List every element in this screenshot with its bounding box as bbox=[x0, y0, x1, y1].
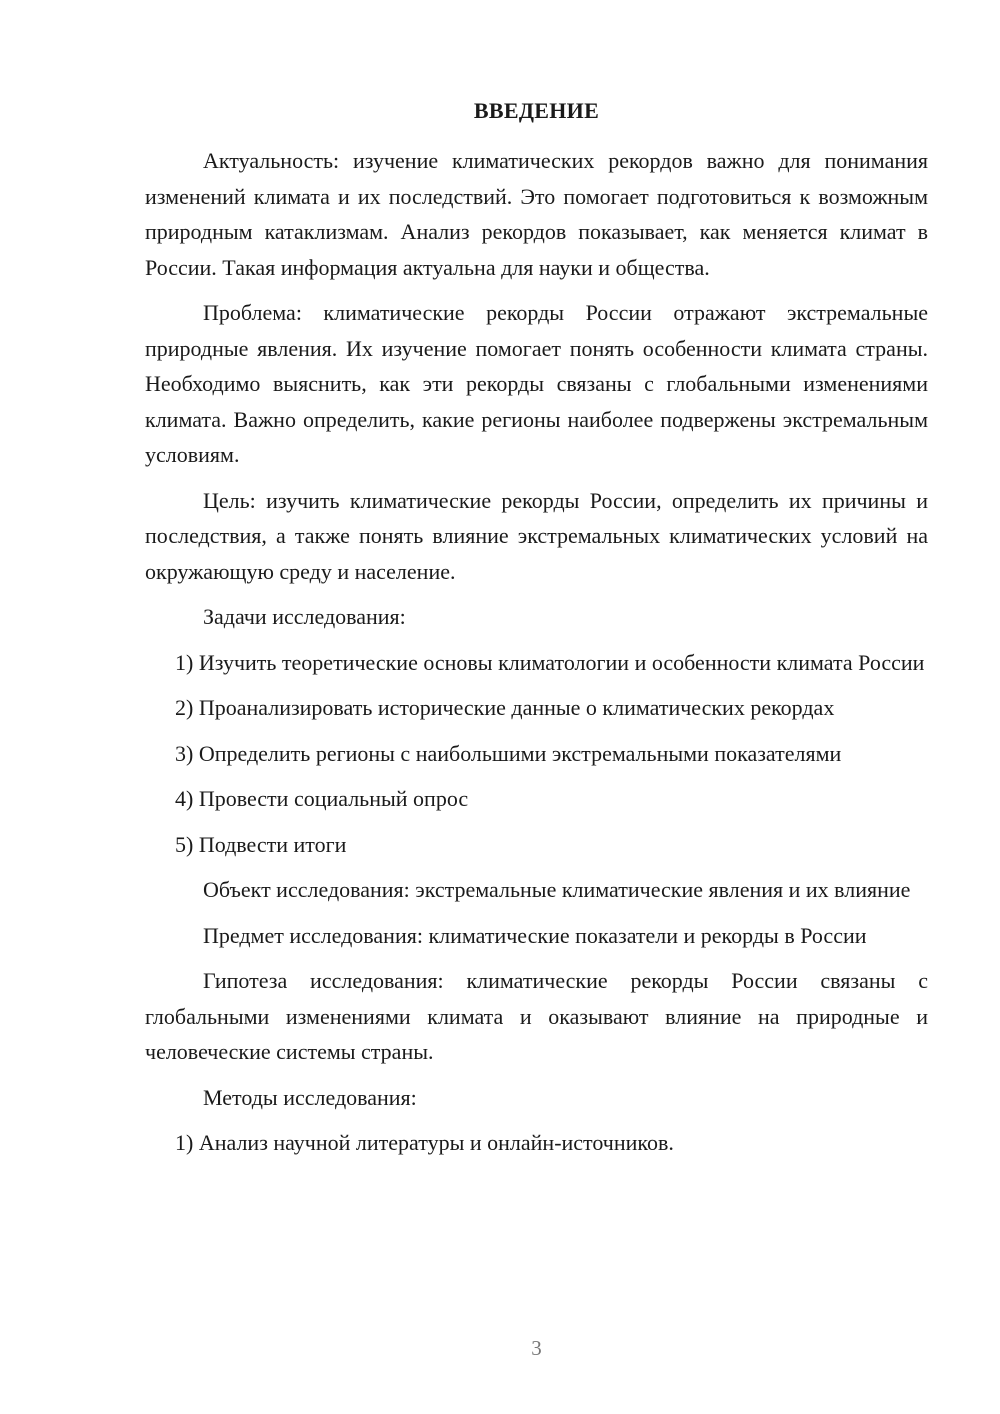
methods-title: Методы исследования: bbox=[203, 1084, 417, 1110]
task-item-1: 1) Изучить теоретические основы климатологии и особенности климата России bbox=[175, 649, 925, 675]
page-number: 3 bbox=[531, 1336, 542, 1360]
object-paragraph: Объект исследования: экстремальные климатические явления и их влияние bbox=[203, 877, 911, 902]
task-item-3: 3) Определить регионы с наибольшими экстремальными показателями bbox=[175, 740, 842, 766]
task-item-5: 5) Подвести итоги bbox=[175, 831, 347, 857]
body-text bbox=[145, 143, 928, 1161]
goal-paragraph: Цель: изучить климатические рекорды России, определить их причины и последствия, а также понять влияние экстремальных климатических условий на окружающую среду и население. bbox=[145, 487, 928, 584]
task-item-2: 2) Проанализировать исторические данные о климатических рекордах bbox=[175, 695, 835, 720]
page-title: ВВЕДЕНИЕ bbox=[473, 98, 600, 123]
method-item-1: 1) Анализ научной литературы и онлайн-источников. bbox=[175, 1130, 674, 1155]
problem-paragraph: Проблема: климатические рекорды России отражают экстремальные природные явления. Их изучение помогает понять особенности климата страны. Необходимо выяснить, как эти рекорды связаны с глобальными изменениями климата. Важно определить, какие регионы наиболее подвержены экстремальным условиям. bbox=[145, 300, 928, 467]
hypothesis-paragraph: Гипотеза исследования: климатические рекорды России связаны с глобальными изменениями климата и оказывают влияние на природные и человеческие системы страны. bbox=[145, 968, 928, 1064]
subject-paragraph: Предмет исследования: климатические показатели и рекорды в России bbox=[203, 922, 867, 948]
relevance-paragraph: Актуальность: изучение климатических рекордов важно для понимания изменений климата и их последствий. Это помогает подготовиться к возможным природным катаклизмам. Анализ рекордов показывает, как меняется климат в России. Такая информация актуальна для науки и общества. bbox=[145, 148, 928, 280]
tasks-title: Задачи исследования: bbox=[203, 604, 406, 629]
task-item-4: 4) Провести социальный опрос bbox=[175, 786, 469, 811]
